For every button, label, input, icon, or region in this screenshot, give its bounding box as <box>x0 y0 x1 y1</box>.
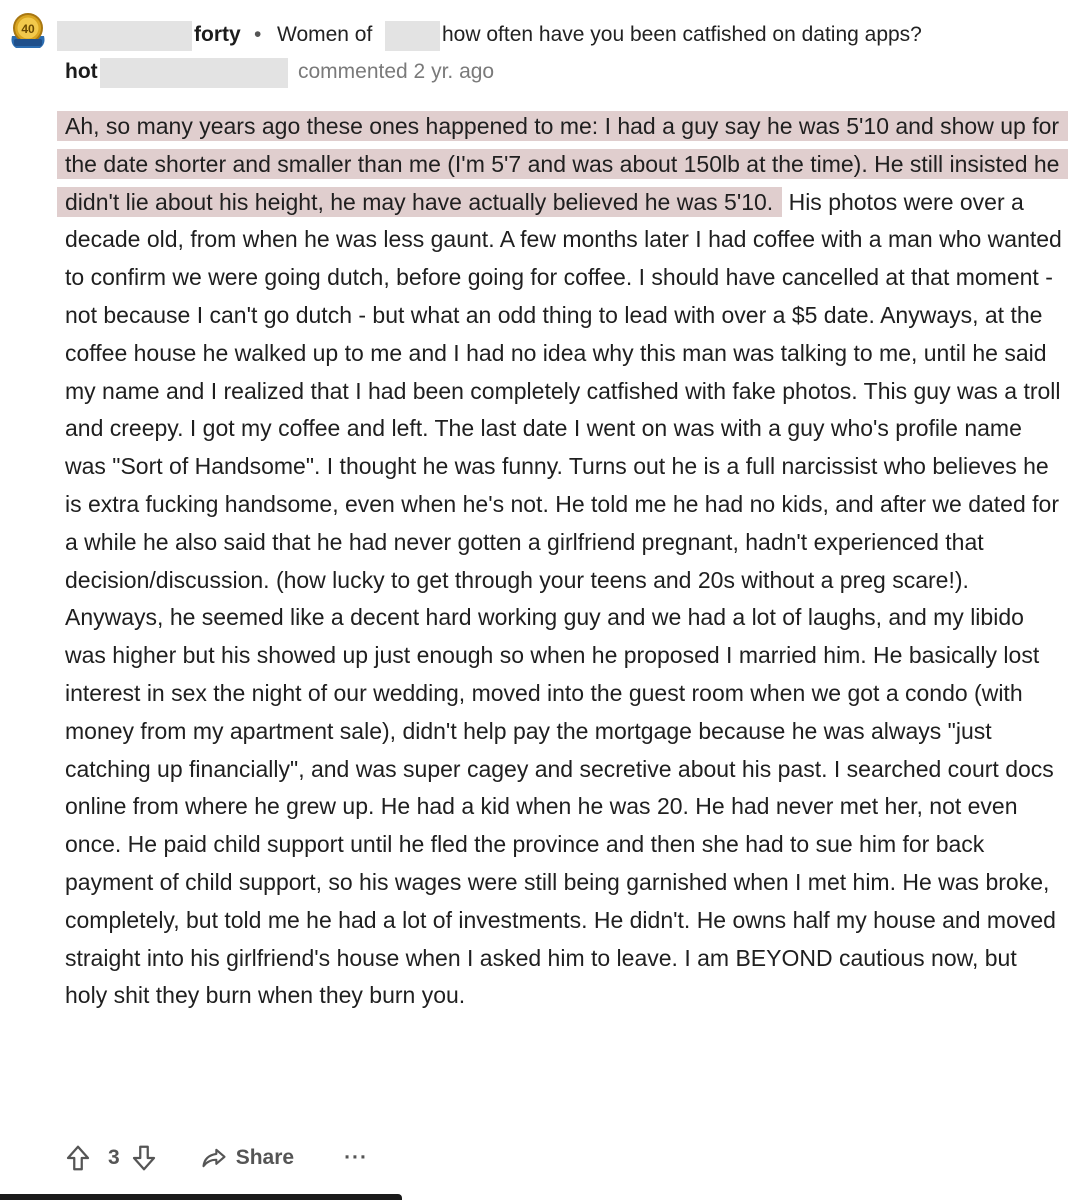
bottom-scrollbar[interactable] <box>0 1194 402 1200</box>
anniversary-badge-icon <box>8 10 48 52</box>
separator-dot: • <box>254 23 262 46</box>
highlighted-passage: Ah, so many years ago these ones happened to me: I had a guy say he was 5'10 and show up for the date shorter and smaller than me (I'm 5'7 and was about 150lb at the time). He still insisted he didn't lie about his height, he may have actually believed he was 5'10. <box>57 111 1068 217</box>
comment-actions <box>62 1138 368 1178</box>
comment-author[interactable]: hot <box>65 60 98 83</box>
vote-score: 3 <box>108 1146 120 1169</box>
comment-meta: commented 2 yr. ago <box>298 60 495 83</box>
upvote-arrow-icon[interactable] <box>62 1142 94 1174</box>
more-options-button[interactable]: ··· <box>344 1146 369 1169</box>
share-button[interactable] <box>200 1144 294 1172</box>
redacted-post-word <box>385 21 440 51</box>
svg-text:40: 40 <box>21 22 35 36</box>
subreddit-name[interactable]: forty <box>194 23 241 46</box>
post-header <box>0 8 1085 52</box>
post-title-prefix[interactable]: Women of <box>277 23 373 46</box>
comment-body <box>65 108 1065 1015</box>
downvote-arrow-icon[interactable] <box>128 1142 160 1174</box>
share-label: Share <box>235 1146 295 1169</box>
redacted-subreddit-prefix <box>57 21 192 51</box>
post-title[interactable]: how often have you been catfished on dating apps? <box>442 23 922 46</box>
comment-text: His photos were over a decade old, from when he was less gaunt. A few months later I had coffee with a man who wanted to confirm we were going dutch, before going for coffee. I should have cancelled at that moment - not because I can't go dutch - but what an odd thing to lead with over a $5 date. Anyways, at the coffee house he walked up to me and I had no idea why this man was talking to me, until he said my name and I realized that I had been completely catfished with fake photos. This guy was a troll and creepy. I got my coffee and left. The last date I went on was with a guy who's profile name was "Sort of Handsome". I thought he was funny. Turns out he is a full narcissist who believes he is extra fucking handsome, even when he's not. He told me he had no kids, and after we dated for a while he also said that he had never gotten a girlfriend pregnant, hadn't experienced that decision/discussion. (how lucky to get through your teens and 20s without a preg scare!). Anyways, he seemed like a decent hard working guy and we had a lot of laughs, and my libido was higher but his showed up just enough so when he proposed I married him. He basically lost interest in sex the night of our wedding, moved into the guest room when we got a condo (with money from my apartment sale), didn't help pay the mortgage because he was always "just catching up financially", and was super cagey and secretive about his past. I searched court docs online from where he grew up. He had a kid when he was 20. He had never met her, not even once. He paid child support until he fled the province and then she had to sue him for back payment of child support, so his wages were still being garnished when I met him. He was broke, completely, but told me he had a lot of investments. He didn't. He owns half my house and moved straight into his girlfriend's house when I asked him to leave. I am BEYOND cautious now, but holy shit they burn when they burn you. <box>65 188 1062 1009</box>
redacted-author-name <box>100 58 288 88</box>
share-icon <box>200 1144 228 1172</box>
